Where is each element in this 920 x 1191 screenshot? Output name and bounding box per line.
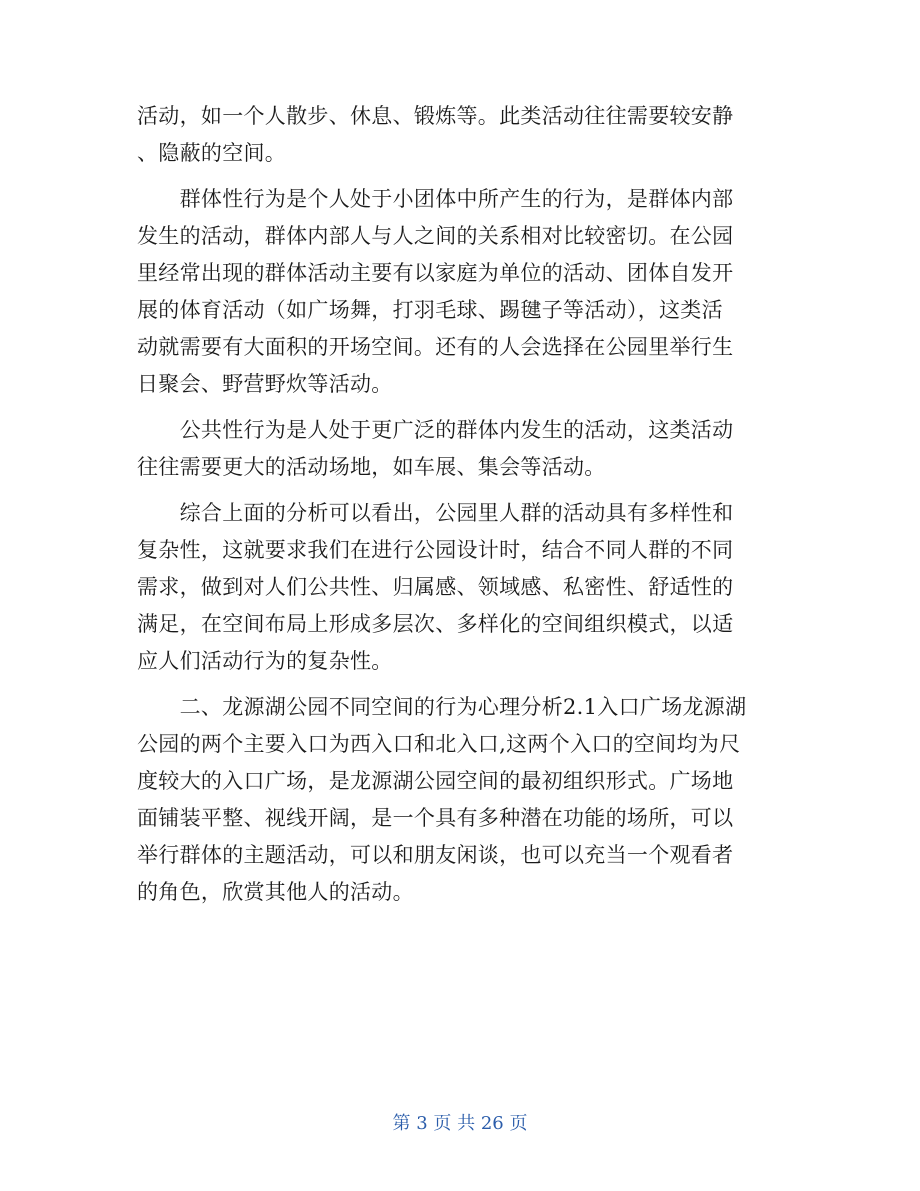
paragraph bbox=[137, 181, 777, 403]
text-line: 、隐蔽的空间。 bbox=[137, 141, 287, 165]
text-line: 日聚会、野营野炊等活动。 bbox=[137, 372, 393, 396]
paragraph bbox=[137, 412, 777, 486]
paragraph bbox=[137, 98, 777, 172]
paragraph bbox=[137, 689, 777, 911]
text-line: 二、龙源湖公园不同空间的行为心理分析2.1入口广场龙源湖 bbox=[137, 695, 747, 719]
text-line: 需求，做到对人们公共性、归属感、领域感、私密性、舒适性的 bbox=[137, 575, 734, 599]
text-line: 应人们活动行为的复杂性。 bbox=[137, 649, 393, 673]
text-line: 里经常出现的群体活动主要有以家庭为单位的活动、团体自发开 bbox=[137, 261, 734, 285]
text-line: 活动，如一个人散步、休息、锻炼等。此类活动往往需要较安静 bbox=[137, 104, 734, 128]
text-line: 群体性行为是个人处于小团体中所产生的行为，是群体内部 bbox=[137, 187, 734, 211]
text-line: 展的体育活动（如广场舞，打羽毛球、踢毽子等活动），这类活 bbox=[137, 298, 723, 322]
document-body bbox=[137, 98, 777, 911]
text-line: 动就需要有大面积的开场空间。还有的人会选择在公园里举行生 bbox=[137, 335, 734, 359]
text-line: 举行群体的主题活动，可以和朋友闲谈，也可以充当一个观看者 bbox=[137, 843, 734, 867]
text-line: 综合上面的分析可以看出，公园里人群的活动具有多样性和 bbox=[137, 501, 734, 525]
text-line: 复杂性，这就要求我们在进行公园设计时，结合不同人群的不同 bbox=[137, 538, 734, 562]
text-line: 往往需要更大的活动场地，如车展、集会等活动。 bbox=[137, 455, 606, 479]
text-line: 面铺装平整、视线开阔，是一个具有多种潜在功能的场所，可以 bbox=[137, 806, 734, 830]
page-number-footer: 第 3 页 共 26 页 bbox=[392, 1113, 528, 1134]
text-line: 公园的两个主要入口为西入口和北入口,这两个入口的空间均为尺 bbox=[137, 732, 741, 756]
text-line: 发生的活动，群体内部人与人之间的关系相对比较密切。在公园 bbox=[137, 224, 734, 248]
paragraph bbox=[137, 495, 777, 680]
text-line: 的角色，欣赏其他人的活动。 bbox=[137, 880, 414, 904]
text-line: 度较大的入口广场，是龙源湖公园空间的最初组织形式。广场地 bbox=[137, 769, 734, 793]
text-line: 满足，在空间布局上形成多层次、多样化的空间组织模式，以适 bbox=[137, 612, 734, 636]
text-line: 公共性行为是人处于更广泛的群体内发生的活动，这类活动 bbox=[137, 418, 734, 442]
